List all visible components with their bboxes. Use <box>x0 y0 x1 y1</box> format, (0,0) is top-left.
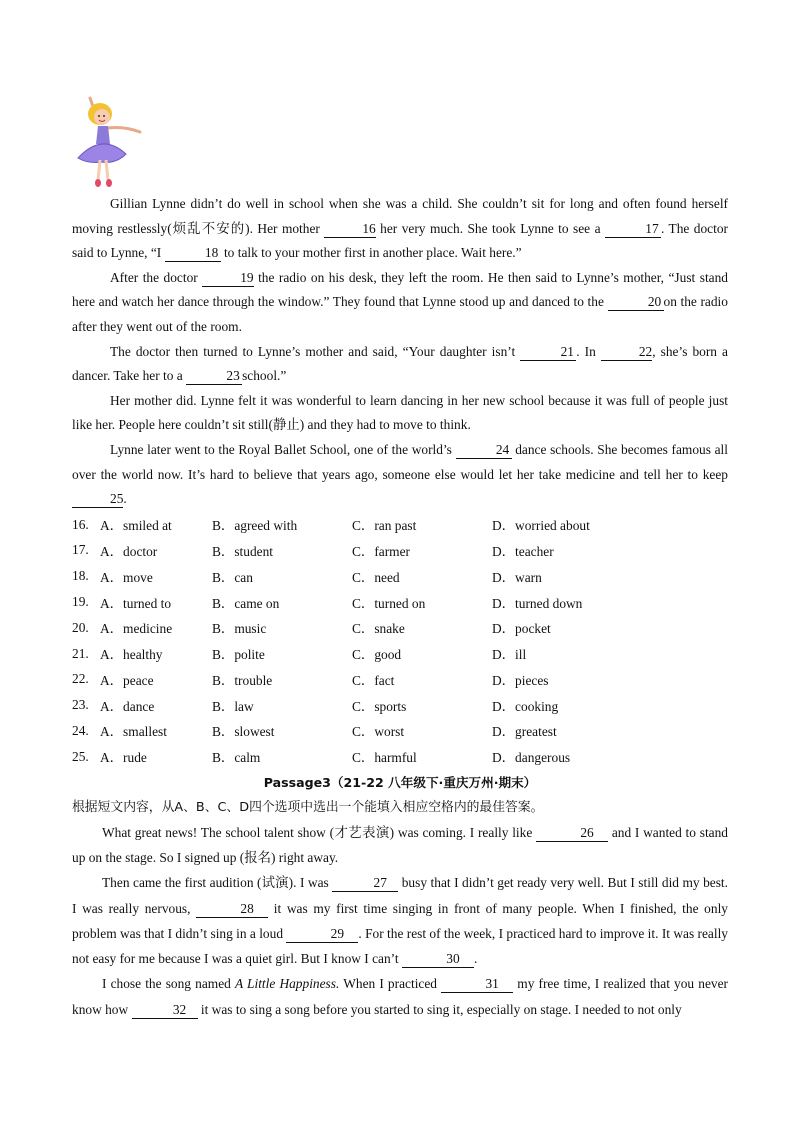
blank-27: 27 <box>332 875 398 892</box>
option-a[interactable]: A．healthy <box>100 647 163 663</box>
option-a[interactable]: A．smiled at <box>100 518 172 534</box>
passage2-paragraph-3 <box>72 340 728 389</box>
option-c[interactable]: C．fact <box>352 672 395 688</box>
option-row-18 <box>72 563 728 589</box>
text: The doctor then turned to Lynne’s mother and said, “Your daughter isn’t <box>110 343 521 359</box>
option-b[interactable]: B．trouble <box>212 672 273 688</box>
passage2-paragraph-2 <box>72 266 728 340</box>
question-number: 24. <box>72 722 89 738</box>
option-d[interactable]: D．turned down <box>492 595 583 611</box>
option-d[interactable]: D．warn <box>492 569 542 585</box>
blank-18: 18 <box>165 245 221 262</box>
question-number: 18. <box>72 568 89 584</box>
option-row-21 <box>72 641 728 667</box>
text: . In <box>576 343 601 359</box>
text: Gillian Lynne didn’t do well in school when she was a child. She couldn’t sit for long and often found herself moving restlessly(烦乱不安的). Her mother <box>72 196 728 236</box>
option-d[interactable]: D．cooking <box>492 698 559 714</box>
text: it was to sing a song before you started to sing it, especially on stage. I needed to not only <box>197 1001 682 1017</box>
option-c[interactable]: C．sports <box>352 698 407 714</box>
option-c[interactable]: C．worst <box>352 724 405 740</box>
blank-20: 20 <box>608 294 664 311</box>
passage2-paragraph-1 <box>72 192 728 266</box>
option-b[interactable]: B．agreed with <box>212 518 298 534</box>
option-a[interactable]: A．doctor <box>100 543 158 559</box>
question-number: 17. <box>72 542 89 558</box>
blank-28: 28 <box>196 901 268 918</box>
option-c[interactable]: C．ran past <box>352 518 417 534</box>
option-d[interactable]: D．greatest <box>492 724 557 740</box>
option-b[interactable]: B．can <box>212 569 253 585</box>
blank-17: 17 <box>605 221 661 238</box>
text: busy that I didn’t get ready very well. But I still did my best. I was really nervous, <box>72 875 729 916</box>
text: . <box>473 951 478 967</box>
option-a[interactable]: A．smallest <box>100 724 167 740</box>
option-a[interactable]: A．rude <box>100 750 147 766</box>
option-b[interactable]: B．music <box>212 621 267 637</box>
option-row-25 <box>72 744 728 770</box>
option-c[interactable]: C．need <box>352 569 400 585</box>
text: to talk to your mother first in another place. Wait here.” <box>220 245 522 261</box>
text: . For the rest of the week, I practiced hard to improve it. It was really not easy for me because I was a quiet girl. But I know I can’t <box>72 925 728 967</box>
option-row-22 <box>72 667 728 693</box>
text: dance schools. She becomes famous all over the world now. It’s hard to believe that years ago, someone else would let her take medicine and tell her to keep <box>72 441 728 482</box>
blank-23: 23 <box>186 368 242 385</box>
blank-22: 22 <box>601 344 652 361</box>
text: After the doctor <box>110 269 203 285</box>
blank-32: 32 <box>132 1002 198 1019</box>
option-b[interactable]: B．calm <box>212 750 261 766</box>
option-row-24 <box>72 718 728 744</box>
text: and I wanted to stand up on the stage. So I signed up (报名) right away. <box>72 824 728 865</box>
option-b[interactable]: B．law <box>212 698 254 714</box>
blank-26: 26 <box>536 825 608 842</box>
option-c[interactable]: C．good <box>352 647 402 663</box>
option-row-16 <box>72 512 728 538</box>
answer-options <box>72 512 728 770</box>
option-d[interactable]: D．worried about <box>492 518 590 534</box>
blank-25: 25 <box>72 491 123 508</box>
question-number: 23. <box>72 697 89 713</box>
passage3-instruction: 根据短文内容，从A、B、C、D四个选项中选出一个能填入相应空格内的最佳答案。 <box>72 799 544 815</box>
text: , she’s born a dancer. Take her to a <box>72 343 728 384</box>
passage3-body <box>72 820 728 1022</box>
text: on the radio after they went out of the room. <box>72 294 728 334</box>
option-row-19 <box>72 589 728 615</box>
question-number: 21. <box>72 645 89 661</box>
text: Lynne later went to the Royal Ballet School, one of the world’s <box>110 441 456 457</box>
option-d[interactable]: D．pocket <box>492 621 551 637</box>
option-c[interactable]: C．farmer <box>352 543 411 559</box>
blank-19: 19 <box>202 270 253 287</box>
option-d[interactable]: D．ill <box>492 647 527 663</box>
option-b[interactable]: B．polite <box>212 647 265 663</box>
option-a[interactable]: A．medicine <box>100 621 173 637</box>
text: school.” <box>242 368 287 384</box>
dancing-girl-illustration <box>72 92 144 190</box>
passage2-paragraph-4 <box>72 389 728 438</box>
question-number: 20. <box>72 619 89 635</box>
option-row-17 <box>72 538 728 564</box>
text: What great news! The school talent show (才艺表演) was coming. I really like <box>102 824 537 840</box>
song-title: A Little Happiness. <box>234 976 340 992</box>
option-b[interactable]: B．student <box>212 543 274 559</box>
option-c[interactable]: C．harmful <box>352 750 417 766</box>
passage3-title: Passage3（21-22 八年级下·重庆万州·期末） <box>263 774 537 790</box>
blank-31: 31 <box>441 976 513 993</box>
question-number: 22. <box>72 671 89 687</box>
option-row-20 <box>72 615 728 641</box>
text: her very much. She took Lynne to see a <box>375 220 605 236</box>
option-c[interactable]: C．turned on <box>352 595 426 611</box>
blank-29: 29 <box>286 926 358 943</box>
question-number: 16. <box>72 516 89 532</box>
passage3-paragraph-1 <box>72 820 728 871</box>
blank-30: 30 <box>402 951 474 968</box>
option-row-23 <box>72 692 728 718</box>
text: When I practiced <box>339 976 442 992</box>
option-a[interactable]: A．dance <box>100 698 155 714</box>
question-number: 19. <box>72 594 89 609</box>
option-a[interactable]: A．turned to <box>100 595 172 611</box>
question-number: 25. <box>72 748 89 764</box>
passage2-paragraph-5 <box>72 438 728 512</box>
text: it was my first time singing in front of many people. When I finished, the only problem was that I didn’t sing in a loud <box>72 900 728 941</box>
blank-16: 16 <box>324 221 375 238</box>
text: Then came the first audition (试演). I was <box>102 875 333 891</box>
option-d[interactable]: D．teacher <box>492 543 554 559</box>
text: my free time, I realized that you never know how <box>72 976 728 1017</box>
option-b[interactable]: B．came on <box>212 595 280 611</box>
text: the radio on his desk, they left the room. He then said to Lynne’s mother, “Just stand here and watch her dance through the window.” They found that Lynne stood up and danced to the <box>72 269 728 310</box>
passage3-paragraph-2 <box>72 870 728 971</box>
option-c[interactable]: C．snake <box>352 621 405 637</box>
text: . The doctor said to Lynne, “I <box>72 220 728 261</box>
option-a[interactable]: A．peace <box>100 672 154 688</box>
option-d[interactable]: D．dangerous <box>492 750 571 766</box>
option-d[interactable]: D．pieces <box>492 672 549 688</box>
option-a[interactable]: A．move <box>100 569 153 585</box>
passage-content <box>72 192 728 1022</box>
text: I chose the song named <box>102 976 235 992</box>
option-b[interactable]: B．slowest <box>212 724 275 740</box>
passage3-paragraph-3 <box>72 971 728 1022</box>
text: Her mother did. Lynne felt it was wonderful to learn dancing in her new school because it was full of people just like her. People here couldn’t sit still(静止) and they had to move to think. <box>72 392 728 433</box>
blank-21: 21 <box>520 344 576 361</box>
blank-24: 24 <box>456 442 512 459</box>
text: . <box>123 491 127 507</box>
